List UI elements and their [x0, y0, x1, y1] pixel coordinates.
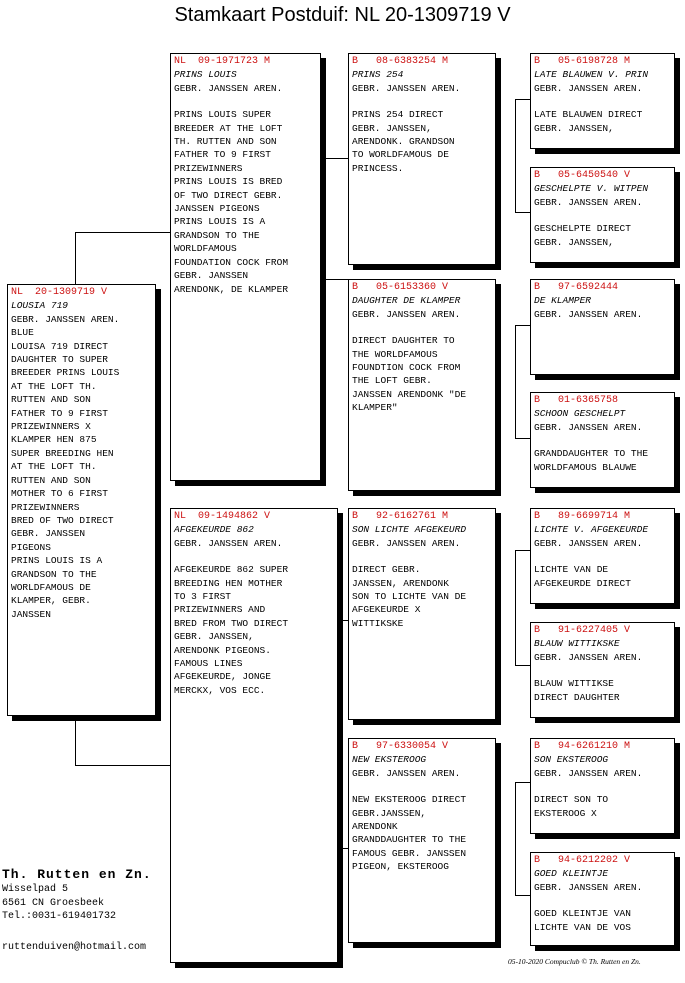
- description: LICHTE VAN DE AFGEKEURDE DIRECT: [534, 564, 631, 589]
- description: GESCHELPTE DIRECT GEBR. JANSSEN,: [534, 223, 631, 248]
- owner: GEBR. JANSSEN AREN.: [534, 82, 643, 94]
- breeder-city: 6561 CN Groesbeek: [2, 897, 105, 909]
- connector-line: [75, 716, 76, 766]
- ring-number: B 01-6365758: [534, 395, 619, 406]
- breeder-email: ruttenduiven@hotmail.com: [2, 942, 147, 953]
- description: BLAUW WITTIKSE DIRECT DAUGHTER: [534, 678, 620, 703]
- connector-line: [515, 895, 530, 896]
- pigeon-name: LATE BLAUWEN V. PRIN: [534, 69, 649, 81]
- ring-number: B 05-6198728 M: [534, 56, 631, 67]
- owner: GEBR. JANSSEN AREN.: [534, 308, 643, 320]
- grandparent-card: [348, 508, 496, 720]
- grandparent-card: [348, 738, 496, 943]
- connector-line: [515, 325, 530, 326]
- connector-line: [515, 782, 516, 895]
- owner: GEBR. JANSSEN AREN.: [534, 651, 643, 663]
- connector-line: [515, 550, 516, 665]
- connector-line: [515, 550, 530, 551]
- great-grandparent-card: [530, 167, 675, 263]
- owner: GEBR. JANSSEN AREN.: [174, 537, 283, 549]
- pigeon-name: PRINS 254: [352, 69, 404, 81]
- description: PRINS 254 DIRECT GEBR. JANSSEN, ARENDONK. GRANDSON TO WORLDFAMOUS DE PRINCESS.: [352, 109, 455, 174]
- description: PRINS LOUIS SUPER BREEDER AT THE LOFT TH. RUTTEN AND SON FATHER TO 9 FIRST PRIZEWINNERS PRINS LOUIS IS BRED OF TWO DIRECT GEBR. JANSSEN PIGEONS PRINS LOUIS IS A GRANDSON TO THE WORLDFAMOUS FOUNDATION COCK FROM GEBR. JANSSEN ARENDONK, DE KLAMPER: [174, 109, 289, 295]
- ring-number: B 89-6699714 M: [534, 511, 631, 522]
- ring-number: B 97-6592444: [534, 282, 619, 293]
- pigeon-name: DE KLAMPER: [534, 295, 592, 307]
- description: GRANDDAUGHTER TO THE WORLDFAMOUS BLAUWE: [534, 448, 649, 473]
- owner: GEBR. JANSSEN AREN.: [534, 537, 643, 549]
- great-grandparent-card: [530, 279, 675, 375]
- pigeon-name: DAUGHTER DE KLAMPER: [352, 295, 461, 307]
- pigeon-name: AFGEKEURDE 862: [174, 524, 254, 536]
- connector-line: [515, 99, 530, 100]
- grandparent-card: [348, 53, 496, 265]
- owner: GEBR. JANSSEN AREN.: [534, 767, 643, 779]
- pigeon-name: LOUSIA 719: [11, 300, 69, 312]
- connector-line: [515, 325, 516, 438]
- description: DIRECT GEBR. JANSSEN, ARENDONK SON TO LICHTE VAN DE AFGEKEURDE X WITTIKSKE: [352, 564, 467, 629]
- great-grandparent-card: [530, 738, 675, 834]
- owner: GEBR. JANSSEN AREN.: [352, 308, 461, 320]
- ring-number: B 92-6162761 M: [352, 511, 449, 522]
- owner: GEBR. JANSSEN AREN.: [534, 881, 643, 893]
- page-title: Stamkaart Postduif: NL 20-1309719 V: [174, 4, 511, 26]
- pigeon-name: BLAUW WITTIKSKE: [534, 638, 620, 650]
- owner: GEBR. JANSSEN AREN.: [174, 82, 283, 94]
- ring-number: NL 09-1494862 V: [174, 511, 271, 522]
- owner: GEBR. JANSSEN AREN.: [352, 82, 461, 94]
- owner: GEBR. JANSSEN AREN.: [11, 313, 120, 325]
- great-grandparent-card: [530, 392, 675, 488]
- ring-number: B 05-6450540 V: [534, 170, 631, 181]
- owner: GEBR. JANSSEN AREN.: [534, 421, 643, 433]
- connector-line: [75, 232, 76, 286]
- breeder-info: [2, 866, 152, 924]
- pigeon-color: BLUE: [11, 327, 34, 339]
- subject-card: [7, 284, 156, 716]
- ring-number: NL 09-1971723 M: [174, 56, 271, 67]
- ring-number: B 97-6330054 V: [352, 741, 449, 752]
- owner: GEBR. JANSSEN AREN.: [352, 767, 461, 779]
- pigeon-name: SCHOON GESCHELPT: [534, 408, 626, 420]
- mother-card: [170, 508, 338, 963]
- pigeon-name: SON EKSTEROOG: [534, 754, 609, 766]
- connector-line: [75, 765, 171, 766]
- description: LATE BLAUWEN DIRECT GEBR. JANSSEN,: [534, 109, 643, 134]
- connector-line: [320, 158, 349, 159]
- ring-number: B 08-6383254 M: [352, 56, 449, 67]
- description: GOED KLEINTJE VAN LICHTE VAN DE VOS: [534, 908, 631, 933]
- ring-number: B 94-6212202 V: [534, 855, 631, 866]
- great-grandparent-card: [530, 852, 675, 946]
- father-card: [170, 53, 321, 481]
- pigeon-name: GESCHELPTE V. WITPEN: [534, 183, 649, 195]
- description: NEW EKSTEROOG DIRECT GEBR.JANSSEN, ARENDONK GRANDDAUGHTER TO THE FAMOUS GEBR. JANSSEN PIGEON, EKSTEROOG: [352, 794, 467, 873]
- connector-line: [75, 232, 171, 233]
- connector-line: [515, 99, 516, 212]
- connector-line: [515, 212, 530, 213]
- connector-line: [515, 782, 530, 783]
- owner: GEBR. JANSSEN AREN.: [352, 537, 461, 549]
- description: LOUISA 719 DIRECT DAUGHTER TO SUPER BREEDER PRINS LOUIS AT THE LOFT TH. RUTTEN AND SON FATHER TO 9 FIRST PRIZEWINNERS X KLAMPER HEN 875 SUPER BREEDING HEN AT THE LOFT TH. RUTTEN AND SON MOTHER TO 6 FIRST PRIZEWINNERS BRED OF TWO DIRECT GEBR. JANSSEN PIGEONS PRINS LOUIS IS A GRANDSON TO THE WORLDFAMOUS DE KLAMPER, GEBR. JANSSEN: [11, 340, 120, 620]
- ring-number: B 94-6261210 M: [534, 741, 631, 752]
- connector-line: [515, 665, 530, 666]
- connector-line: [515, 438, 530, 439]
- breeder-street: Wisselpad 5: [2, 884, 69, 895]
- ring-number: B 05-6153360 V: [352, 282, 449, 293]
- pigeon-name: NEW EKSTEROOG: [352, 754, 427, 766]
- great-grandparent-card: [530, 508, 675, 604]
- breeder-name: Th. Rutten en Zn.: [2, 867, 152, 882]
- great-grandparent-card: [530, 53, 675, 149]
- description: AFGEKEURDE 862 SUPER BREEDING HEN MOTHER TO 3 FIRST PRIZEWINNERS AND BRED FROM TWO DIRECT GEBR. JANSSEN, ARENDONK PIGEONS. FAMOUS LINES AFGEKEURDE, JONGE MERCKX, VOS ECC.: [174, 564, 289, 696]
- breeder-phone: Tel.:0031-619401732: [2, 911, 117, 922]
- connector-line: [320, 279, 349, 280]
- description: DIRECT DAUGHTER TO THE WORLDFAMOUS FOUNDTION COCK FROM THE LOFT GEBR. JANSSEN ARENDONK "DE KLAMPER": [352, 335, 467, 414]
- description: DIRECT SON TO EKSTEROOG X: [534, 794, 609, 819]
- pigeon-name: LICHTE V. AFGEKEURDE: [534, 524, 649, 536]
- footer-credit: 05-10-2020 Compuclub © Th. Rutten en Zn.: [508, 957, 641, 966]
- ring-number: NL 20-1309719 V: [11, 287, 108, 298]
- grandparent-card: [348, 279, 496, 491]
- pigeon-name: PRINS LOUIS: [174, 69, 237, 81]
- owner: GEBR. JANSSEN AREN.: [534, 196, 643, 208]
- ring-number: B 91-6227405 V: [534, 625, 631, 636]
- great-grandparent-card: [530, 622, 675, 718]
- pigeon-name: SON LICHTE AFGEKEURD: [352, 524, 467, 536]
- pigeon-name: GOED KLEINTJE: [534, 868, 609, 880]
